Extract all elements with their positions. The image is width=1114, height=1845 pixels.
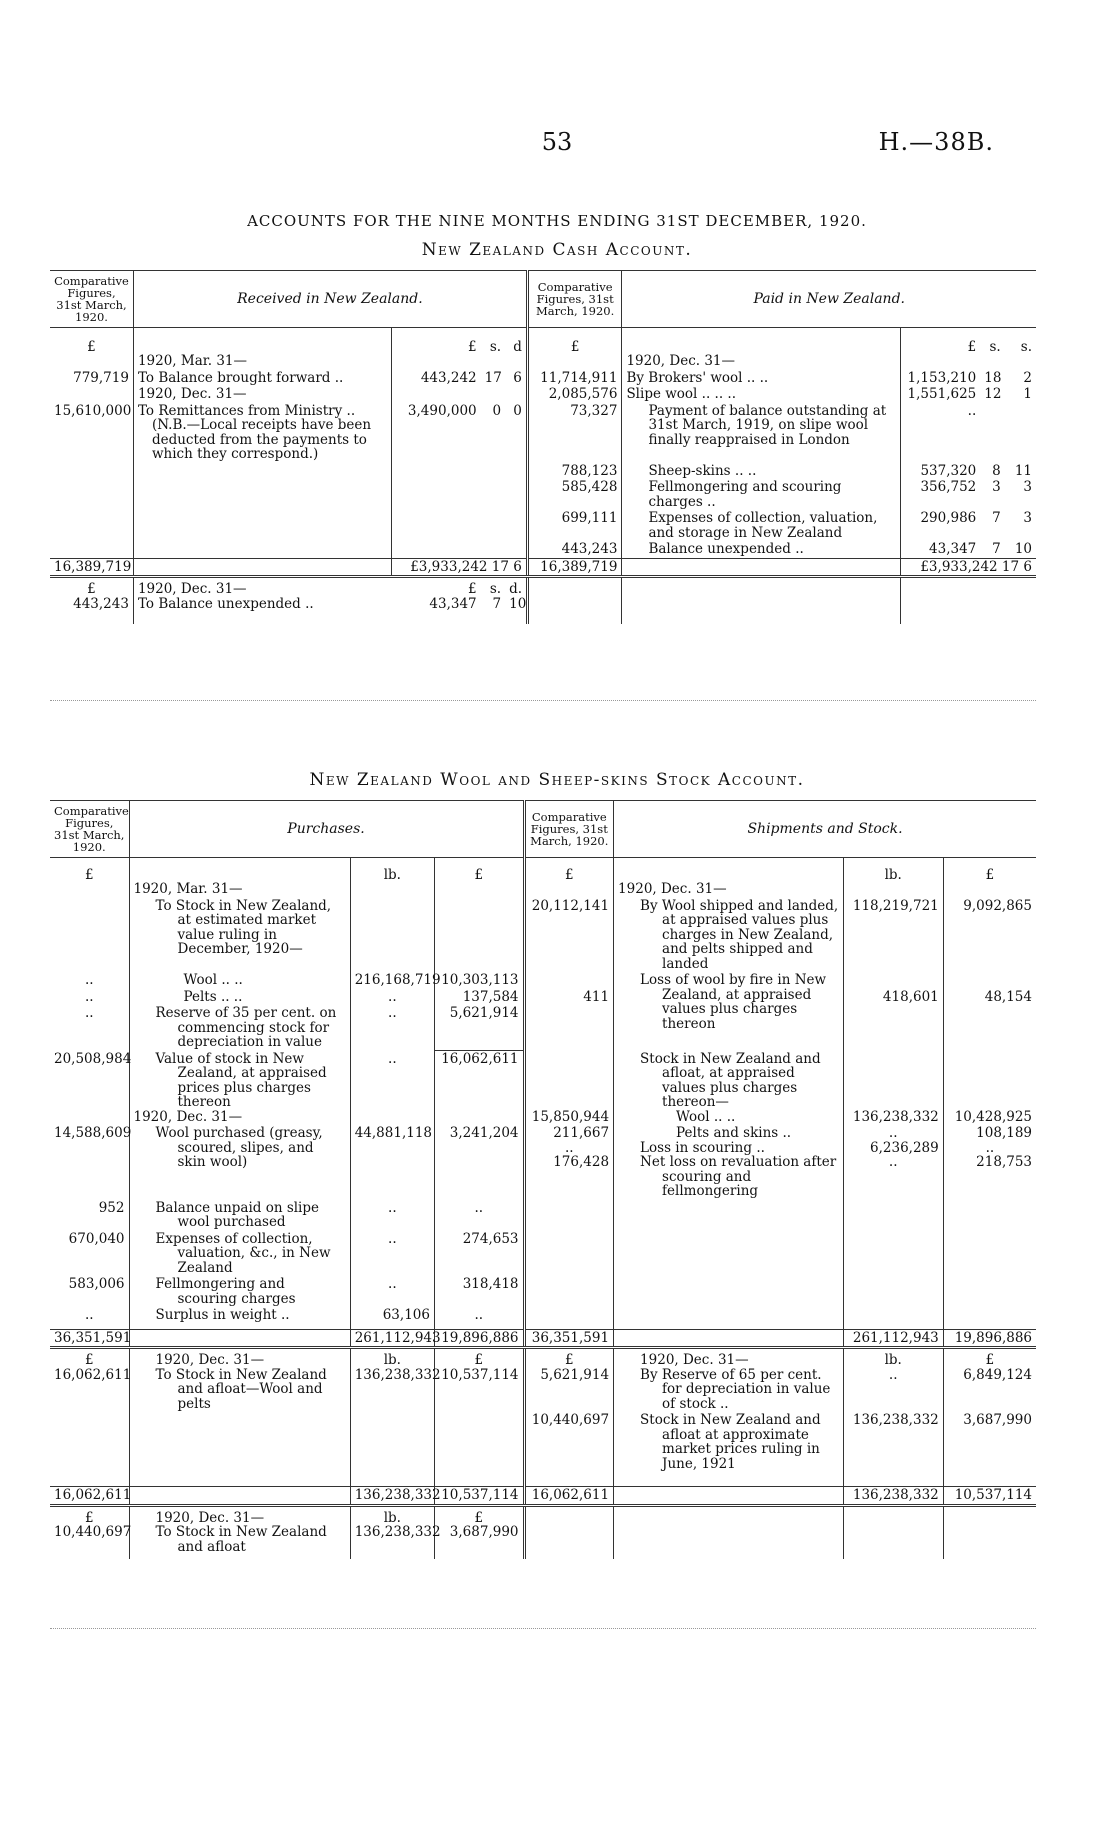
wool-shipments-header: Shipments and Stock. xyxy=(747,821,903,837)
leader-dots: .. .. xyxy=(714,386,737,402)
cash-comp-header-right: Comparative Figures, 31st March, 1920. xyxy=(527,271,622,328)
cash-amount-shillings: 3 xyxy=(992,479,1001,495)
leader-dots: .. xyxy=(281,1307,290,1323)
pelts-label: Pelts xyxy=(183,988,217,1005)
cash-left-date2: 1920, Dec. 31— xyxy=(137,386,247,402)
cash-comp-value: 15,610,000 xyxy=(54,402,132,419)
cash-total-right: £3,933,242 17 6 xyxy=(900,558,1036,577)
wool-total2-pounds-right: 10,537,114 xyxy=(943,1487,1036,1506)
wool-comp-value: 14,588,609 xyxy=(54,1125,132,1141)
unit-pound: £ xyxy=(87,339,96,355)
cash-right-date: 1920, Dec. 31— xyxy=(626,353,736,369)
wool-fire-lb: 418,601 xyxy=(843,972,943,1005)
wool-comp-header-right: Comparative Figures, 31st March, 1920. xyxy=(524,801,614,858)
wool-total2-pounds-left: 10,537,114 xyxy=(434,1487,524,1506)
wool-comp-value: .. xyxy=(84,1307,94,1323)
cash-amount-shillings: 0 xyxy=(492,402,502,419)
cash-entry-text: Payment of balance outstanding at 31st March, 1919, on slipe wool finally reappraised in London xyxy=(648,402,887,448)
cash-comp-value: 73,327 xyxy=(527,403,622,463)
cash-comp-header-left: Comparative Figures, 31st March, 1920. xyxy=(50,271,133,328)
stock-wool-pounds: 10,428,925 xyxy=(943,1051,1036,1126)
unit-pound: £ xyxy=(527,328,622,370)
expenses-text: Expenses of collection, valuation, &c., in New Zealand xyxy=(155,1230,331,1276)
cash-amount-shillings: 17 xyxy=(484,369,502,386)
part2-left-lb: 136,238,332 xyxy=(354,1366,441,1383)
wool-comp-header-left: Comparative Figures, 31st March, 1920. xyxy=(50,801,129,858)
wool-after-pounds: 3,687,990 xyxy=(449,1524,519,1540)
wool-ship-text: By Wool shipped and landed, at appraised values plus charges in New Zealand, and pelts shipped and landed xyxy=(640,897,839,972)
unit-pound: £ xyxy=(84,867,94,883)
unit-shillings: s. xyxy=(489,581,502,597)
cash-amount-pence: 10 xyxy=(1014,541,1032,557)
cash-amount-shillings: 18 xyxy=(984,369,1002,386)
stock-pelts-comp: 211,667 xyxy=(553,1125,610,1141)
cash-account-table xyxy=(50,270,1036,624)
wool-right-date: 1920, Dec. 31— xyxy=(618,881,727,897)
leader-dots: .. .. xyxy=(713,1108,736,1125)
cash-amount-pounds: 3,490,000 xyxy=(392,403,481,463)
unit-pence: d xyxy=(513,339,522,355)
wool-after-comp: 10,440,697 xyxy=(54,1524,132,1540)
cash-entry-text: To Balance brought forward xyxy=(137,369,331,386)
pelts-pound-value: 137,584 xyxy=(434,989,524,1006)
section-divider xyxy=(50,700,1036,701)
reval-lb: .. xyxy=(888,1154,898,1170)
cash-amount-pence: 0 xyxy=(513,402,522,419)
part2-res-pounds: 6,849,124 xyxy=(963,1366,1032,1383)
cash-amount-pounds: 1,551,625 xyxy=(900,386,980,403)
wool-pound-value: 10,303,113 xyxy=(434,972,524,989)
reserve-text: Reserve of 35 per cent. on commencing stock for depreciation in value xyxy=(155,1005,337,1050)
unit-shillings: s. xyxy=(489,339,502,355)
part2-stk-text: Stock in New Zealand and afloat at approximate market prices ruling in June, 1921 xyxy=(640,1412,821,1472)
scour-comp: .. xyxy=(564,1139,574,1156)
cash-comp-value: 699,111 xyxy=(527,510,622,541)
cash-amount-shillings: 7 xyxy=(992,510,1001,526)
part2-stk-lb: 136,238,332 xyxy=(843,1412,943,1487)
wool-comp-value: 20,508,984 xyxy=(54,1050,132,1067)
part2-stk-comp: 10,440,697 xyxy=(524,1412,614,1487)
wool-total-lb-left: 261,112,943 xyxy=(350,1329,434,1348)
scour-lb: 6,236,289 xyxy=(870,1139,939,1156)
leader-dots: .. xyxy=(900,403,980,463)
fellmongering-lb: .. xyxy=(350,1276,434,1307)
part2-res-text: By Reserve of 65 per cent. for depreciation in value of stock .. xyxy=(640,1366,831,1412)
unit-lb: lb. xyxy=(350,858,434,898)
part2-stk-pounds: 3,687,990 xyxy=(943,1412,1036,1487)
cash-after-date: 1920, Dec. 31— xyxy=(137,581,247,597)
cash-amount-pence: 6 xyxy=(513,369,522,386)
fellmongering-text: Fellmongering and scouring charges xyxy=(155,1276,296,1307)
unit-pound: £ xyxy=(564,1352,574,1368)
unit-lb: lb. xyxy=(843,858,943,898)
unit-pound: £ xyxy=(84,1352,94,1368)
leader-dots: .. xyxy=(782,1125,792,1141)
unit-pound: £ xyxy=(900,328,980,370)
unit-pound: £ xyxy=(474,1352,484,1368)
part2-res-lb: .. xyxy=(888,1366,898,1383)
part2-res-comp: 5,621,914 xyxy=(540,1366,610,1383)
stock-pelts-lb: .. xyxy=(888,1125,898,1141)
document-reference: H.—38B. xyxy=(878,128,994,156)
wool-comp-value: 670,040 xyxy=(68,1230,125,1247)
wool-total-pounds-left: 19,896,886 xyxy=(434,1329,524,1348)
scour-text: Loss in scouring xyxy=(640,1139,753,1156)
wool-comp-value: .. xyxy=(84,1005,94,1021)
cash-after-comp: 443,243 xyxy=(73,595,129,612)
unit-pound: £ xyxy=(943,858,1036,898)
cash-comp-value: 2,085,576 xyxy=(527,386,622,403)
cash-amount-pence: 11 xyxy=(1014,462,1032,479)
wool-fire-text: Loss of wool by fire in New Zealand, at appraised values plus charges thereon xyxy=(640,972,827,1032)
cash-after-pence: 10 xyxy=(509,595,527,612)
unit-pound: £ xyxy=(87,581,96,597)
cash-after-pounds: 43,347 xyxy=(429,595,477,612)
cash-amount-pence: 2 xyxy=(1023,369,1032,386)
wool-comp-value: 583,006 xyxy=(68,1276,125,1292)
wool-comp-value: .. xyxy=(84,972,94,988)
unit-lb: lb. xyxy=(383,1509,401,1526)
unit-pence: d. xyxy=(509,581,523,597)
wool-stock-text: Stock in New Zealand and afloat, at appraised values plus charges thereon— xyxy=(640,1050,821,1110)
cash-left-date1: 1920, Mar. 31— xyxy=(137,353,247,369)
leader-dots: .. xyxy=(305,595,314,612)
surplus-lb: 63,106 xyxy=(350,1307,434,1329)
unit-pound: £ xyxy=(84,1509,94,1526)
leader-dots: .. .. xyxy=(734,462,757,479)
main-title: ACCOUNTS FOR THE NINE MONTHS ENDING 31ST DECEMBER, 1920. xyxy=(247,212,867,230)
purchased-pounds: 3,241,204 xyxy=(434,1125,524,1200)
cash-entry-text: Expenses of collection, valuation, and storage in New Zealand xyxy=(648,510,878,541)
leader-dots: .. .. xyxy=(221,972,243,988)
leader-dots: .. .. xyxy=(746,369,769,386)
cash-amount-pounds: 537,320 xyxy=(900,463,980,480)
part2-right-date: 1920, Dec. 31— xyxy=(640,1352,749,1368)
unpaid-text: Balance unpaid on slipe wool purchased xyxy=(155,1199,320,1230)
cash-received-header: Received in New Zealand. xyxy=(237,291,423,307)
cash-amount-pounds: 1,153,210 xyxy=(900,370,980,387)
value-stock-text: Value of stock in New Zealand, at appraised prices plus charges thereon xyxy=(155,1050,327,1110)
scour-pounds: .. xyxy=(985,1139,995,1156)
part2-comp-left: 16,062,611 xyxy=(54,1366,132,1383)
cash-amount-pounds: 356,752 xyxy=(900,479,980,510)
reserve-pound-value: 5,621,914 xyxy=(434,1005,524,1051)
reval-text: Net loss on revaluation after scouring and fellmongering xyxy=(640,1154,837,1199)
stock-pelts-label: Pelts and skins xyxy=(676,1125,779,1141)
pelts-lb-value: .. xyxy=(350,989,434,1006)
stock-wool-lb: 136,238,332 xyxy=(843,1051,943,1126)
cash-after-shillings: 7 xyxy=(492,595,502,612)
leader-dots: .. .. xyxy=(220,988,243,1005)
cash-entry-text: Slipe wool .. xyxy=(626,386,711,402)
unit-lb: lb. xyxy=(884,1352,902,1368)
unit-lb: lb. xyxy=(383,1352,401,1368)
cash-amount-pence: 1 xyxy=(1023,386,1032,402)
unit-pound: £ xyxy=(468,581,477,597)
cash-amount-shillings: 12 xyxy=(984,386,1002,402)
wool-stock-comp: 15,850,944 xyxy=(524,1051,614,1126)
cash-account-title: New Zealand Cash Account. xyxy=(421,240,693,260)
reval-pounds: 218,753 xyxy=(976,1154,1032,1170)
wool-comp-value: 952 xyxy=(98,1199,125,1216)
wool-total2-comp-right: 16,062,611 xyxy=(524,1487,614,1506)
wool-left-date2: 1920, Dec. 31— xyxy=(133,1108,243,1125)
value-stock-pounds: 16,062,611 xyxy=(434,1051,524,1126)
unpaid-lb: .. xyxy=(350,1200,434,1231)
purchased-lb: 44,881,118 xyxy=(350,1125,434,1200)
unit-pence: s. xyxy=(1020,339,1032,355)
cash-amount-shillings: 8 xyxy=(992,462,1001,479)
wool-account-table xyxy=(50,800,1036,1559)
leader-dots: .. xyxy=(334,369,344,386)
leader-dots: .. xyxy=(756,1139,765,1156)
leader-dots: .. xyxy=(346,402,356,419)
cash-entry-text: Balance unexpended xyxy=(648,541,791,557)
cash-comp-value: 443,243 xyxy=(527,541,622,558)
cash-entry-text: Sheep-skins xyxy=(648,462,731,479)
wool-total2-lb-right: 136,238,332 xyxy=(843,1487,943,1506)
cash-amount-pounds: 290,986 xyxy=(900,510,980,541)
leader-dots: .. xyxy=(795,541,804,557)
part2-left-text: To Stock in New Zealand and afloat—Wool and pelts xyxy=(155,1366,327,1412)
page-number: 53 xyxy=(541,128,573,156)
wool-purchases-header: Purchases. xyxy=(287,821,365,837)
wool-comp-value: .. xyxy=(84,988,94,1005)
expenses-lb: .. xyxy=(350,1231,434,1277)
wool-ship-comp: 20,112,141 xyxy=(524,898,614,973)
surplus-pounds: .. xyxy=(434,1307,524,1329)
wool-after-lb: 136,238,332 xyxy=(354,1524,441,1540)
wool-after-text: To Stock in New Zealand and afloat xyxy=(155,1524,327,1555)
wool-fire-comp: 411 xyxy=(524,972,614,1005)
cash-amount-pence: 3 xyxy=(1023,479,1032,495)
cash-entry-text: To Remittances from Ministry xyxy=(137,402,343,419)
reserve-lb-value: .. xyxy=(350,1005,434,1051)
part2-left-pounds: 10,537,114 xyxy=(441,1366,519,1383)
wool-total-lb-right: 261,112,943 xyxy=(843,1329,943,1348)
fellmongering-pounds: 318,418 xyxy=(434,1276,524,1307)
wool-total-comp-left: 36,351,591 xyxy=(50,1329,129,1348)
cash-comp-value: 11,714,911 xyxy=(527,370,622,387)
cash-after-text: To Balance unexpended xyxy=(137,595,301,612)
wool-total-pounds-right: 19,896,886 xyxy=(943,1329,1036,1348)
cash-total-left: £3,933,242 17 6 xyxy=(392,558,528,577)
cash-comp-value: 788,123 xyxy=(527,463,622,480)
part2-date: 1920, Dec. 31— xyxy=(155,1352,265,1368)
wool-fire-pounds: 48,154 xyxy=(943,972,1036,1005)
wool-ship-pounds: 9,092,865 xyxy=(943,898,1036,973)
wool-lb-value: 216,168,719 xyxy=(350,972,434,989)
cash-amount-pounds: 43,347 xyxy=(900,541,980,558)
unit-shillings: s. xyxy=(989,339,1001,355)
wool-after-date: 1920, Dec. 31— xyxy=(155,1509,265,1526)
wool-total-comp-right: 36,351,591 xyxy=(524,1329,614,1348)
cash-entry-text: By Brokers' wool xyxy=(626,369,743,386)
wool-ship-lb: 118,219,721 xyxy=(843,898,943,973)
stock-wool-label: Wool xyxy=(676,1108,710,1125)
unit-pound: £ xyxy=(434,858,524,898)
unit-pound: £ xyxy=(985,1352,995,1368)
cash-amount-shillings: 7 xyxy=(992,541,1001,557)
cash-comp-value: 585,428 xyxy=(527,479,622,510)
surplus-text: Surplus in weight xyxy=(155,1307,277,1323)
cash-entry-text: Fellmongering and scouring charges .. xyxy=(648,479,842,510)
wool-account-title: New Zealand Wool and Sheep-skins Stock Account. xyxy=(309,770,805,790)
expenses-pounds: 274,653 xyxy=(434,1231,524,1277)
cash-comp-value: 779,719 xyxy=(73,369,129,386)
reval-comp: 176,428 xyxy=(553,1154,610,1170)
wool-total2-lb-left: 136,238,332 xyxy=(350,1487,434,1506)
cash-comp-total-right: 16,389,719 xyxy=(527,558,622,577)
wool-left-date1: 1920, Mar. 31— xyxy=(133,881,243,897)
value-stock-lb: .. xyxy=(350,1051,434,1126)
purchased-text: Wool purchased (greasy, scoured, slipes, and skin wool) xyxy=(155,1125,323,1170)
stock-pelts-pounds: 108,189 xyxy=(976,1125,1032,1141)
cash-amount-pounds: 443,242 xyxy=(392,370,481,387)
cash-paid-header: Paid in New Zealand. xyxy=(753,291,905,307)
unit-pound: £ xyxy=(474,1509,484,1526)
cash-amount-pence: 3 xyxy=(1023,510,1032,526)
unpaid-pounds: .. xyxy=(434,1200,524,1231)
wool-stock-intro: To Stock in New Zealand, at estimated market value ruling in December, 1920— xyxy=(155,897,332,957)
bottom-rule xyxy=(50,1628,1036,1629)
unit-pound: £ xyxy=(392,328,481,370)
unit-pound: £ xyxy=(524,858,614,898)
wool-total2-comp-left: 16,062,611 xyxy=(50,1487,129,1506)
wool-label: Wool xyxy=(183,972,218,988)
cash-note: (N.B.—Local receipts have been deducted from the payments to which they correspond.) xyxy=(151,417,372,462)
cash-comp-total-left: 16,389,719 xyxy=(50,558,133,577)
